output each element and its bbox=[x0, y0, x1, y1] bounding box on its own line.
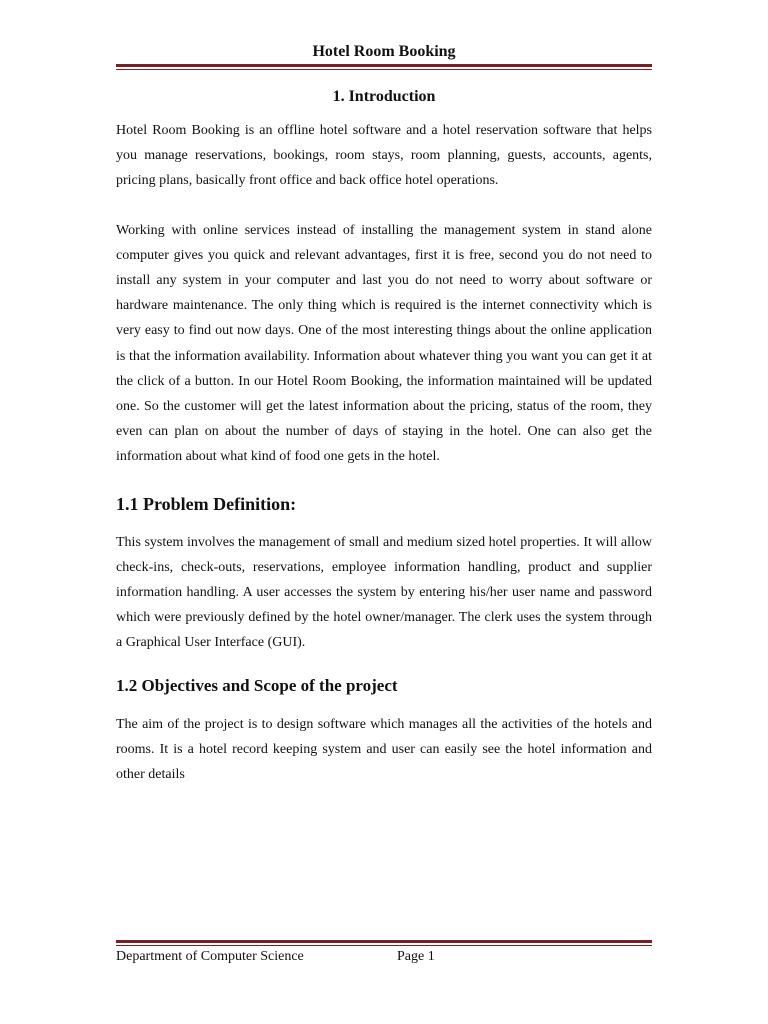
footer-rule-thick bbox=[116, 940, 652, 943]
intro-paragraph-1: Hotel Room Booking is an offline hotel software and a hotel reservation software that helps you manage reservations, bookings, room stays, room planning, guests, accounts, agents, pricing plans, basically front office and back office hotel operations. bbox=[116, 123, 652, 189]
intro-paragraph-2: Working with online services instead of installing the management system in stand alone computer gives you quick and relevant advantages, first it is free, second you do not need to install any system in your computer and last you do not need to worry about software or hardware maintenance. The only thing which is required is the internet connectivity which is very easy to find out now days. One of the most interesting things about the online application is that the information availability. Information about whatever thing you want you can get it at the click of a button. In our Hotel Room Booking, the information maintained will be updated one. So the customer will get the latest information about the pricing, status of the room, they even can plan on about the number of days of staying in the hotel. One can also get the information about what kind of food one gets in the hotel. bbox=[116, 222, 652, 465]
main-content bbox=[116, 86, 652, 787]
footer-department: Department of Computer Science bbox=[116, 949, 304, 964]
header-rule-thick bbox=[116, 64, 652, 67]
chapter-title: 1. Introduction bbox=[332, 88, 436, 105]
section-gap bbox=[116, 656, 652, 674]
problem-definition-paragraph: This system involves the management of small and medium sized hotel properties. It will allow check-ins, check-outs, reservations, employee information handling, product and supplier information handling. A user accesses the system by entering his/her user name and password which were previously defined by the hotel owner/manager. The clerk uses the system through a Graphical User Interface (GUI). bbox=[116, 534, 652, 651]
heading-gap bbox=[116, 698, 652, 712]
header-rule-thin bbox=[116, 69, 652, 70]
section-gap bbox=[116, 470, 652, 492]
running-header-title: Hotel Room Booking bbox=[312, 43, 456, 60]
heading-gap bbox=[116, 516, 652, 530]
footer-rule-thin bbox=[116, 945, 652, 946]
header-rule bbox=[116, 64, 652, 70]
section-heading-problem-definition: 1.1 Problem Definition: bbox=[116, 493, 297, 514]
footer-rule bbox=[116, 940, 652, 946]
objectives-scope-paragraph: The aim of the project is to design software which manages all the activities of the hotels and rooms. It is a hotel record keeping system and user can easily see the hotel information and other details bbox=[116, 716, 652, 783]
section-heading-objectives-scope: 1.2 Objectives and Scope of the project bbox=[116, 675, 398, 695]
footer-page-number: Page 1 bbox=[397, 949, 435, 964]
paragraph-gap bbox=[116, 194, 652, 218]
